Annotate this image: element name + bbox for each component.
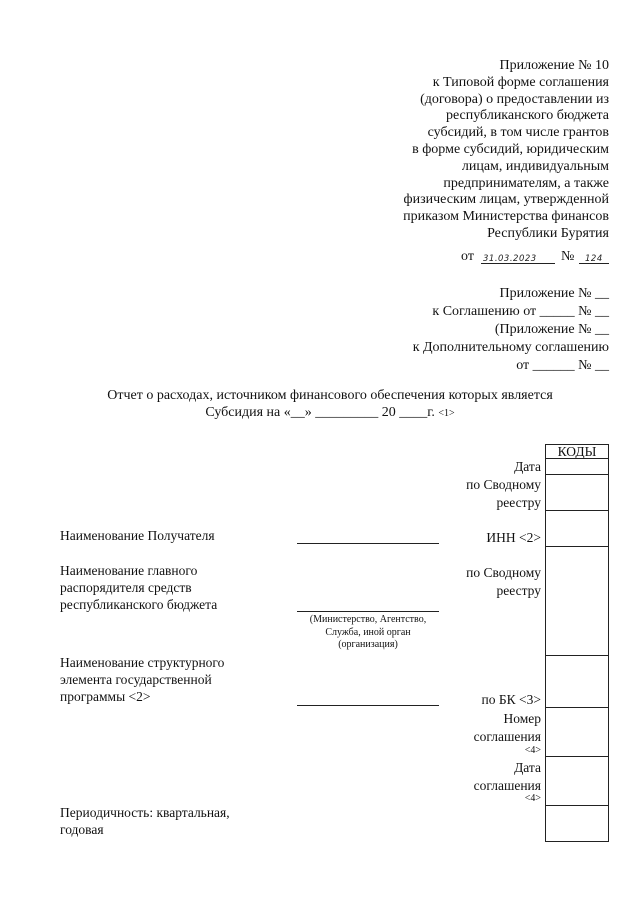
label-agr-date2: соглашения (473, 778, 541, 793)
appendix-line: предпринимателям, а также (443, 175, 609, 191)
appendix-line: республиканского бюджета (445, 108, 609, 124)
program-label: Наименование структурного элемента государственной программы <2> (60, 655, 225, 704)
label-agr-date1: Дата (514, 760, 541, 775)
agreement-line: (Приложение № __ (494, 321, 609, 337)
report-title-line1: Отчет о расходах, источником финансового обеспечения которых является (107, 388, 553, 403)
chief-manager-label: Наименование главного распорядителя средств республиканского бюджета (60, 563, 218, 612)
label-svod2b: реестру (496, 583, 541, 598)
chief-manager-underline (297, 611, 439, 612)
agreement-line: от ______ № __ (516, 357, 609, 373)
agreement-header (309, 286, 609, 375)
chief-manager-hint: (Министерство, Агентство, Служба, иной орган (организация) (309, 614, 427, 650)
label-svod2: по Сводному (466, 565, 541, 580)
appendix-line: в форме субсидий, юридическим (412, 141, 609, 157)
appendix-line: субсидий, в том числе грантов (427, 125, 609, 141)
from-label: от (461, 249, 474, 264)
label-agr-date-foot: <4> (524, 793, 541, 804)
appendix-line: Приложение № 10 (499, 58, 609, 73)
appendix-line: к Типовой форме соглашения (432, 74, 609, 90)
report-title (40, 388, 620, 422)
codes-header: КОДЫ (557, 444, 597, 459)
appendix-line: физическим лицам, утвержденной (403, 192, 609, 208)
program-underline (297, 705, 439, 706)
agreement-line: Приложение № __ (499, 286, 609, 301)
footnote-ref: <1> (438, 407, 455, 419)
agreement-line: к Дополнительному соглашению (412, 339, 609, 355)
label-agr-num2: соглашения (473, 729, 541, 744)
appendix-line: (договора) о предоставлении из (420, 91, 609, 107)
label-date: Дата (514, 459, 541, 474)
label-agr-num-foot: <4> (524, 745, 541, 756)
label-svod1b: реестру (496, 495, 541, 510)
agreement-line: к Соглашению от _____ № __ (432, 303, 609, 319)
appendix-line: лицам, индивидуальным (461, 158, 609, 174)
label-agr-num1: Номер (503, 711, 541, 726)
number-label: № (561, 249, 575, 264)
label-svod1: по Сводному (466, 477, 541, 492)
codes-table (545, 444, 609, 842)
appendix-line: Республики Бурятия (487, 225, 609, 241)
appendix-header (329, 58, 609, 243)
order-date-number (461, 249, 621, 267)
label-inn: ИНН <2> (486, 530, 541, 545)
appendix-line: приказом Министерства финансов (403, 209, 609, 225)
label-bk: по БК <3> (481, 692, 541, 707)
periodicity-label: Периодичность: квартальная, годовая (60, 805, 230, 837)
handwritten-date: 31.03.2023 (483, 254, 537, 264)
report-title-line2: Субсидия на «__» _________ 20 ____г. <1> (205, 404, 455, 420)
recipient-underline (297, 543, 439, 544)
handwritten-number: 124 (585, 254, 603, 264)
recipient-label: Наименование Получателя (60, 528, 215, 543)
